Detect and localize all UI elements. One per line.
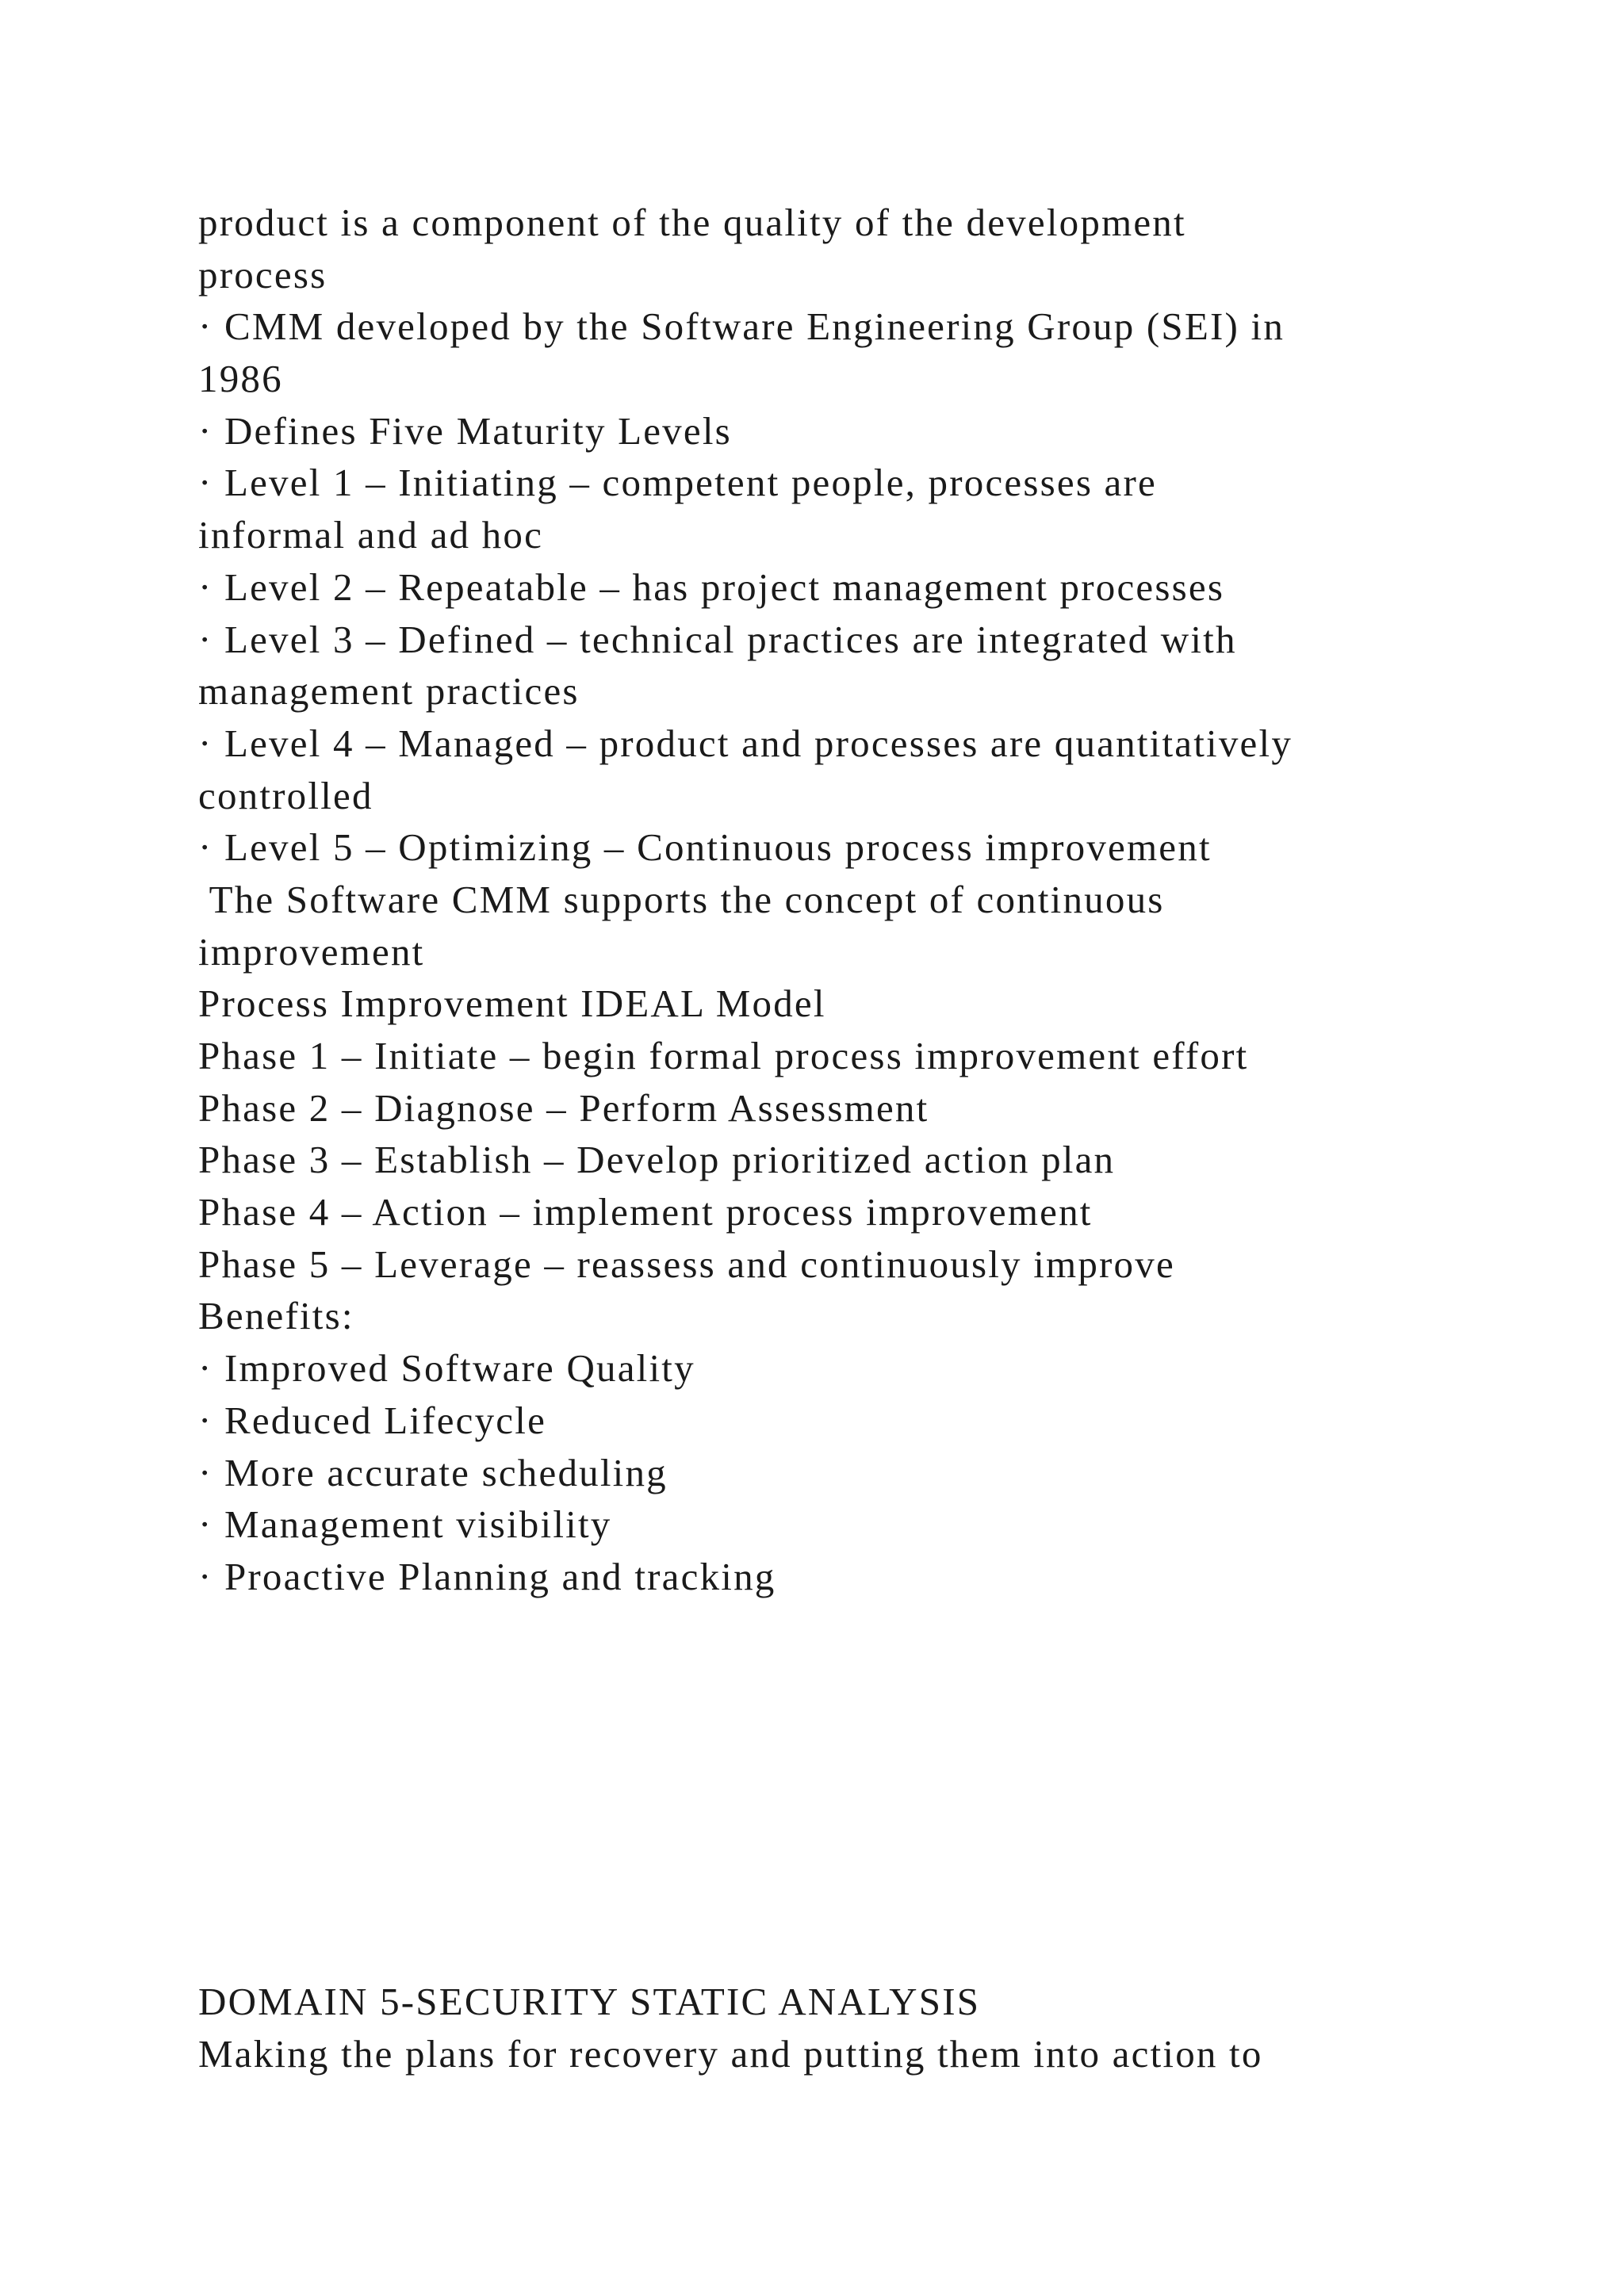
text-line: · Defines Five Maturity Levels — [198, 408, 732, 453]
text-line: Phase 1 – Initiate – begin formal process improvement effort — [198, 1034, 1249, 1077]
text-line: · Improved Software Quality — [198, 1346, 695, 1391]
text-line: Phase 3 – Establish – Develop prioritized action plan — [198, 1138, 1116, 1182]
text-line: · Reduced Lifecycle — [198, 1398, 547, 1442]
text-line: Phase 5 – Leverage – reassess and continuously improve — [198, 1242, 1175, 1286]
text-line: · CMM developed by the Software Engineering Group (SEI) in — [198, 304, 1285, 349]
text-line: Phase 4 – Action – implement process improvement — [198, 1190, 1093, 1234]
text-line: product is a component of the quality of the development — [198, 201, 1186, 244]
cmm-content-block — [198, 197, 1467, 1603]
text-line: informal and ad hoc — [198, 513, 544, 557]
text-line: · Level 2 – Repeatable – has project management processes — [198, 564, 1225, 609]
text-line: Benefits: — [198, 1294, 354, 1338]
text-line: controlled — [198, 773, 373, 817]
text-line: · Level 3 – Defined – technical practices are integrated with — [198, 617, 1237, 661]
section-heading: DOMAIN 5-SECURITY STATIC ANALYSIS — [198, 1980, 981, 2023]
text-line: Phase 2 – Diagnose – Perform Assessment — [198, 1085, 929, 1130]
text-line: The Software CMM supports the concept of continuous — [198, 877, 1165, 921]
text-line: · Proactive Planning and tracking — [198, 1554, 776, 1598]
text-line: process — [198, 252, 327, 297]
text-line: · Management visibility — [198, 1502, 612, 1547]
text-line: · Level 1 – Initiating – competent people, processes are — [198, 461, 1157, 505]
text-line: management practices — [198, 669, 580, 714]
text-line: · More accurate scheduling — [198, 1450, 668, 1494]
text-line: · Level 4 – Managed – product and processes are quantitatively — [198, 721, 1293, 765]
domain-5-section — [198, 1976, 1467, 2080]
text-line: Process Improvement IDEAL Model — [198, 982, 826, 1026]
text-line: Making the plans for recovery and putting them into action to — [198, 2031, 1263, 2076]
text-line: improvement — [198, 929, 425, 974]
text-line: · Level 5 – Optimizing – Continuous process improvement — [198, 825, 1212, 870]
text-line: 1986 — [198, 357, 283, 401]
